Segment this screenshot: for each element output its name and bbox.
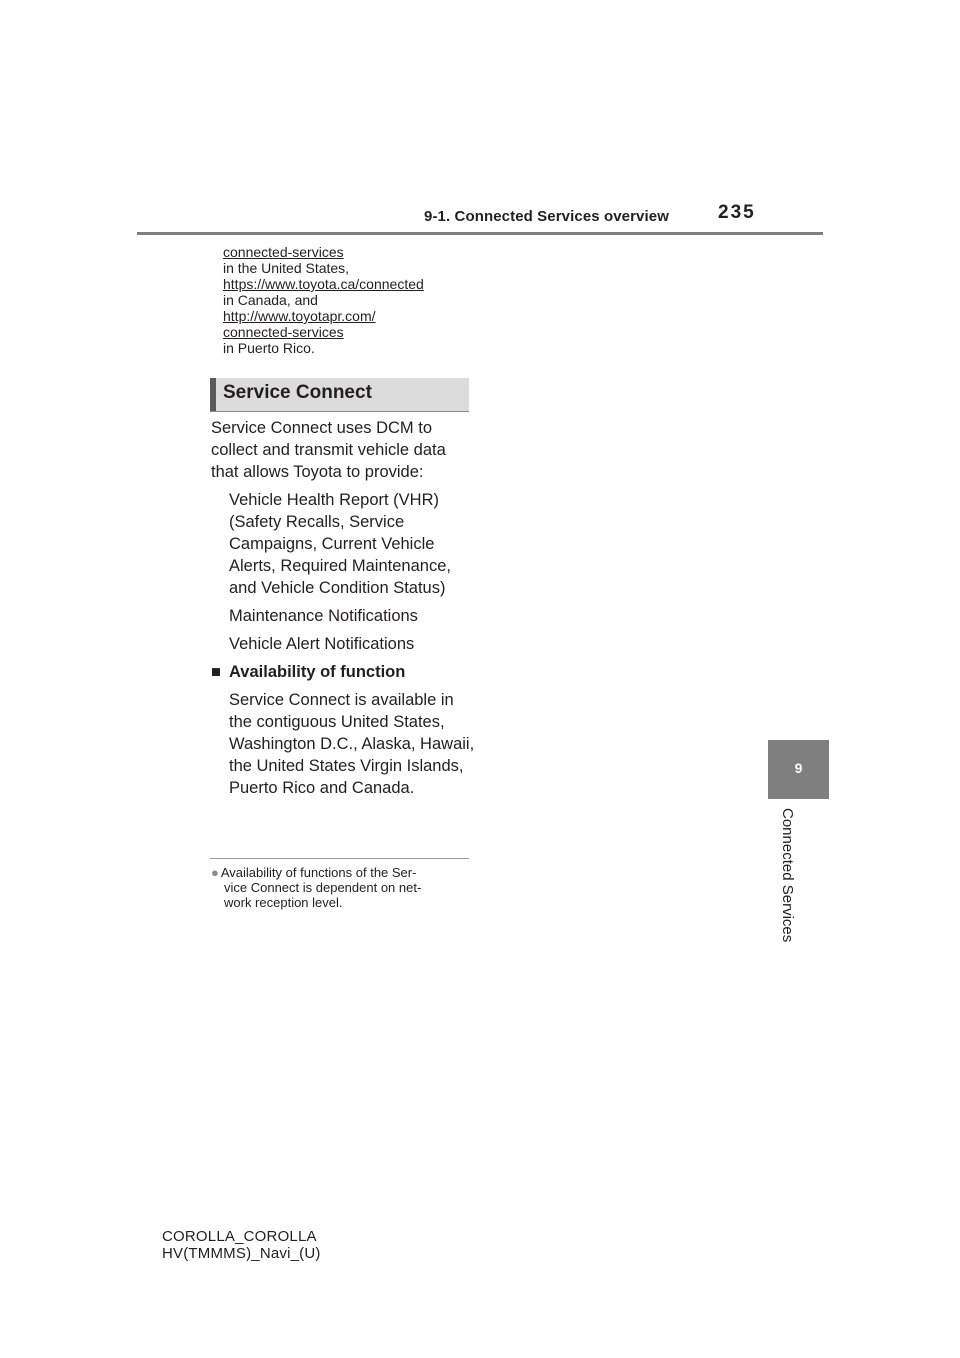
url-line [223, 244, 523, 260]
url-line [223, 276, 523, 292]
section-heading [210, 378, 469, 412]
section-body [211, 417, 476, 799]
chapter-number: 9 [794, 760, 803, 776]
footer-line: HV(TMMMS)_Navi_(U) [162, 1245, 321, 1262]
bullet-item [211, 489, 476, 599]
note-line: work reception level. [224, 895, 343, 910]
url-line: in the United States, [223, 260, 350, 276]
url-line: in Canada, and [223, 292, 318, 308]
page-header-title: 9-1. Connected Services overview [424, 208, 669, 225]
footer-line: COROLLA_COROLLA [162, 1228, 317, 1245]
note-line: vice Connect is dependent on net- [224, 880, 422, 895]
subheading-text: Availability of function [229, 663, 406, 681]
chapter-tab [768, 740, 829, 799]
subheading [211, 661, 476, 683]
url-link[interactable]: connected-services [223, 244, 344, 260]
section-heading-bar [210, 378, 216, 411]
section-title: Service Connect [223, 382, 372, 403]
note-icon: ● [211, 865, 219, 880]
bullet-item [211, 689, 476, 799]
chapter-label: Connected Services [779, 808, 796, 943]
intro-paragraph: Service Connect uses DCM to collect and transmit vehicle data that allows Toyota to provide: [211, 419, 446, 481]
bullet-text: Maintenance Notifications [229, 607, 418, 625]
url-line [223, 324, 523, 340]
url-line: in Puerto Rico. [223, 340, 315, 356]
note [211, 865, 473, 910]
note-line: Availability of functions of the Ser- [220, 865, 417, 880]
page-number: 235 [718, 202, 756, 223]
note-divider [210, 858, 469, 859]
url-list [223, 244, 523, 356]
chapter-side-label [779, 808, 799, 960]
footer [162, 1228, 321, 1262]
bullet-text: Vehicle Health Report (VHR) (Safety Recalls, Service Campaigns, Current Vehicle Alerts, Required Maintenance, and Vehicle Condition Status) [229, 491, 451, 597]
url-link[interactable]: http://www.toyotapr.com/ [223, 308, 376, 324]
url-link[interactable]: connected-services [223, 324, 344, 340]
bullet-item [211, 605, 476, 627]
bullet-item [211, 633, 476, 655]
url-line [223, 308, 523, 324]
bullet-text: Vehicle Alert Notifications [229, 635, 415, 653]
header-divider [137, 232, 823, 235]
bullet-text: Service Connect is available in the contiguous United States, Washington D.C., Alaska, Hawaii, the United States Virgin Islands, Puerto Rico and Canada. [229, 691, 475, 797]
square-icon: ■ [211, 663, 221, 681]
url-link[interactable]: https://www.toyota.ca/connected [223, 276, 424, 292]
